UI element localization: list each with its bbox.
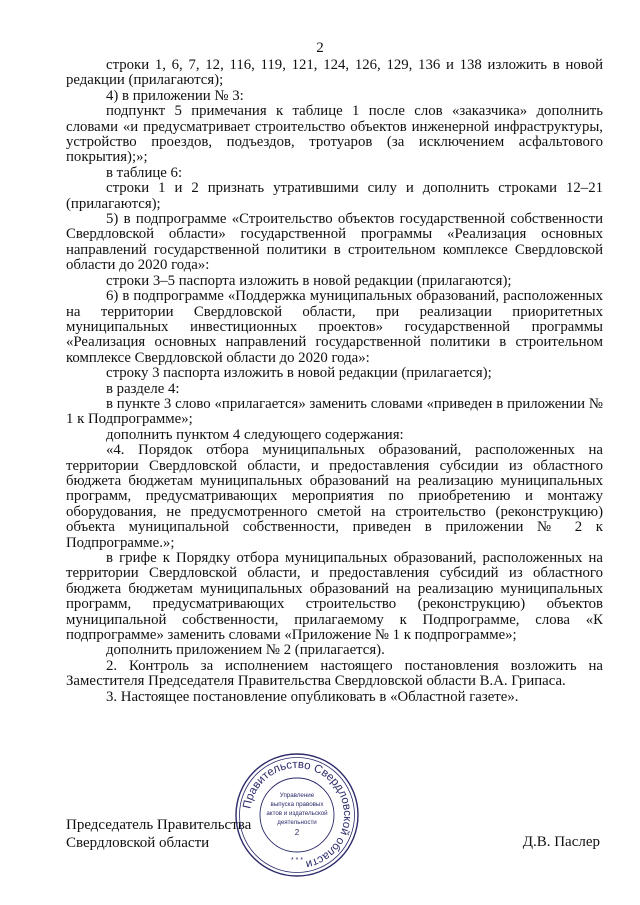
document-paragraph: дополнить пунктом 4 следующего содержания: <box>106 426 404 443</box>
signatory-region: Свердловской области <box>66 835 210 851</box>
stamp-center-line: выпуска правовых <box>270 801 324 808</box>
document-paragraph: строки 1 и 2 признать утратившими силу и дополнить строками 12–21 (прилагаются); <box>66 180 603 212</box>
official-seal-stamp <box>233 751 361 879</box>
document-paragraph: 6) в подпрограмме «Поддержка муниципальных образований, расположенных на территории Свердловской области, при реализации приоритетных муниципальных инвестиционных проектов» государственной программы «Реализация основных направлений государственной политики в строительном комплексе Свердловской области до 2020 года»: <box>66 288 603 366</box>
document-paragraph: 3. Настоящее постановление опубликовать в «Областной газете». <box>106 688 519 705</box>
page-number: 2 <box>316 40 324 56</box>
document-paragraph: 5) в подпрограмме «Строительство объектов государственной собственности Свердловской области» государственной программы «Реализация основных направлений государственной политики в строительном комплексе Свердловской области до 2020 года»: <box>66 211 603 274</box>
stamp-center-line: Управление <box>279 792 315 799</box>
document-paragraph: строку 3 паспорта изложить в новой редакции (прилагается); <box>106 365 492 382</box>
document-paragraph: строки 3–5 паспорта изложить в новой редакции (прилагаются); <box>106 272 512 289</box>
stamp-center-line: деятельности <box>277 819 317 826</box>
document-paragraph: подпункт 5 примечания к таблице 1 после слов «заказчика» дополнить словами «и предусматривает строительство объектов инженерной инфраструктуры, устройство проездов, подъездов, тротуаров (за исключением асфальтового покрытия);»; <box>66 103 603 166</box>
stamp-ring-text: Правительство Свердловской области <box>241 758 354 871</box>
stamp-center-line: актов и издательской <box>266 810 328 817</box>
document-body <box>66 58 603 705</box>
document-paragraph: 2. Контроль за исполнением настоящего постановления возложить на Заместителя Председателя Правительства Свердловской области В.А. Грипаса. <box>66 657 603 690</box>
signatory-name: Д.В. Паслер <box>522 834 600 850</box>
document-paragraph: строки 1, 6, 7, 12, 116, 119, 121, 124, 126, 129, 136 и 138 изложить в новой редакции (прилагаются); <box>66 57 603 89</box>
document-paragraph: в таблице 6: <box>106 164 183 181</box>
document-paragraph: в пункте 3 слово «прилагается» заменить словами «приведен в приложении № 1 к Подпрограмме»; <box>66 395 603 428</box>
signature-block <box>66 816 251 852</box>
signatory-title: Председатель Правительства <box>66 817 252 833</box>
document-paragraph: 4) в приложении № 3: <box>106 87 244 104</box>
stamp-bottom-mark: * * * <box>290 857 304 864</box>
stamp-center-line: 2 <box>294 828 300 837</box>
document-paragraph: в грифе к Порядку отбора муниципальных образований, расположенных на территории Свердловской области, и предоставления субсидий из областного бюджета бюджетам муниципальных образований на реализацию муниципальных программ, предусматривающих строительство (реконструкцию) объектов муниципальной собственности, прилагаемому к Подпрограмме, слова «К подпрограмме» заменить словами «Приложение № 1 к подпрограмме»; <box>66 550 603 644</box>
document-paragraph: дополнить приложением № 2 (прилагается). <box>106 642 385 659</box>
document-paragraph: в разделе 4: <box>106 380 180 397</box>
document-paragraph: «4. Порядок отбора муниципальных образований, расположенных на территории Свердловской области, и предоставления субсидии из областного бюджета бюджетам муниципальных образований на реализацию муниципальных программ, предусматривающих мероприятия по приобретению и монтажу оборудования, не предусмотренного сметой на строительство (реконструкцию) объекта муниципальной собственности, приведен в приложении № 2 к Подпрограмме.»; <box>66 442 603 551</box>
